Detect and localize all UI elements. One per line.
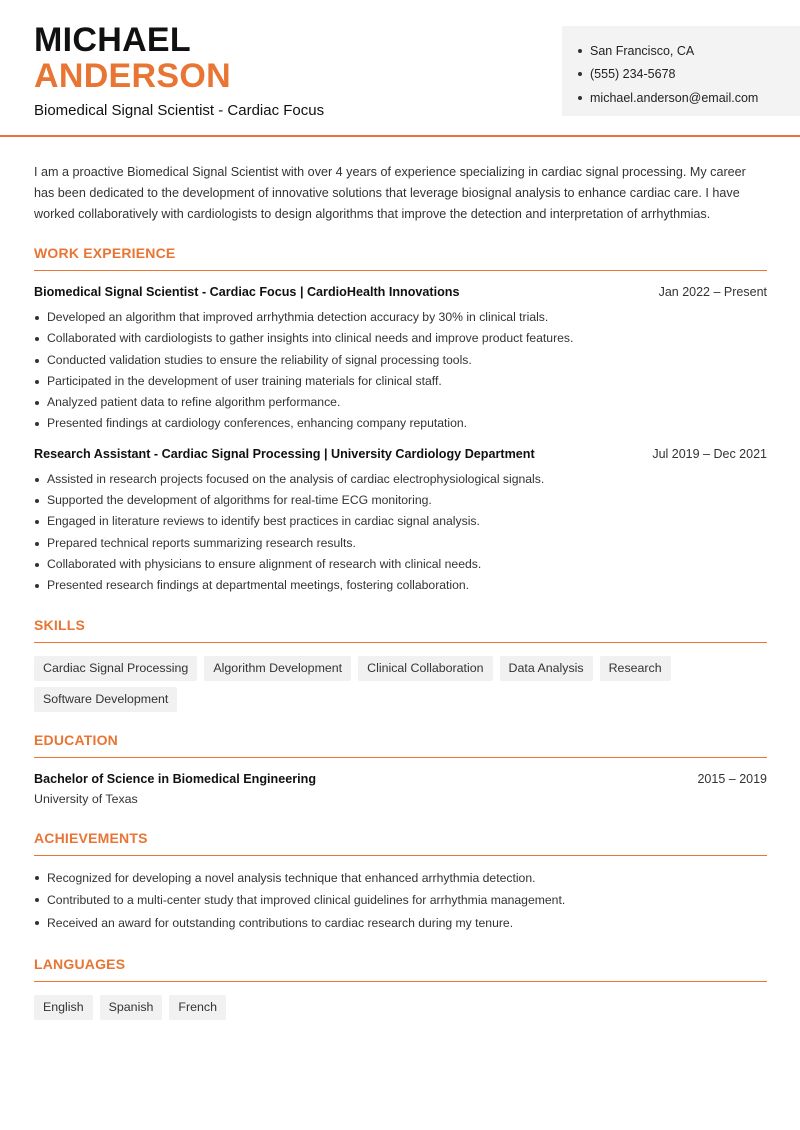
list-item: Analyzed patient data to refine algorithm performance. [34,392,767,413]
education-dates: 2015 – 2019 [697,771,767,786]
skill-tag: Algorithm Development [204,656,351,681]
job-bullets [34,469,767,597]
skill-tag: Clinical Collaboration [358,656,492,681]
job-header [34,447,767,461]
job-entry [34,447,767,597]
language-tag: English [34,995,93,1020]
bullet-icon [578,96,582,100]
job-header [34,285,767,299]
education-header [34,772,767,786]
resume-content [34,162,767,1026]
job-bullets [34,307,767,435]
job-role: Biomedical Signal Scientist - Cardiac Focus | CardioHealth Innovations [34,285,460,299]
section-title: ACHIEVEMENTS [34,830,767,856]
skills-tags [34,656,767,718]
language-tag: French [169,995,226,1020]
bullet-icon [578,49,582,53]
bullet-icon [578,72,582,76]
school: University of Texas [34,791,138,806]
skill-tag: Research [600,656,671,681]
contact-location [578,39,800,63]
list-item: Recognized for developing a novel analysis technique that enhanced arrhythmia detection. [34,867,767,890]
list-item: Received an award for outstanding contributions to cardiac research during my tenure. [34,912,767,935]
last-name: ANDERSON [34,57,231,95]
list-item: Assisted in research projects focused on the analysis of cardiac electrophysiological signals. [34,469,767,490]
list-item: Contributed to a multi-center study that improved clinical guidelines for arrhythmia management. [34,889,767,912]
name-block [34,22,324,119]
languages-section [34,956,767,1026]
list-item: Presented findings at cardiology conferences, enhancing company reputation. [34,413,767,434]
contact-phone-text: (555) 234-5678 [590,67,676,82]
contact-location-text: San Francisco, CA [590,43,695,58]
summary: I am a proactive Biomedical Signal Scientist with over 4 years of experience specializing in cardiac signal processing. My career has been dedicated to the development of innovative solutions that leverage biosignal analysis to enhance cardiac care. I have worked collaboratively with cardiologists to design algorithms that improve the detection and interpretation of arrhythmias. [34,165,746,221]
list-item: Presented research findings at departmental meetings, fostering collaboration. [34,575,767,596]
contact-email-text[interactable]: michael.anderson@email.com [590,90,759,105]
language-tags [34,995,767,1026]
contact-email[interactable] [578,86,800,110]
list-item: Developed an algorithm that improved arrhythmia detection accuracy by 30% in clinical trials. [34,307,767,328]
job-title: Biomedical Signal Scientist - Cardiac Focus [34,102,325,119]
achievement-bullets [34,867,767,935]
job-role: Research Assistant - Cardiac Signal Processing | University Cardiology Department [34,446,535,461]
list-item: Collaborated with cardiologists to gather insights into clinical needs and improve product features. [34,328,767,349]
list-item: Engaged in literature reviews to identify best practices in cardiac signal analysis. [34,511,767,532]
job-entry [34,285,767,435]
skill-tag: Cardiac Signal Processing [34,656,197,681]
job-dates: Jan 2022 – Present [658,285,767,299]
list-item: Supported the development of algorithms for real-time ECG monitoring. [34,490,767,511]
achievements-section [34,830,767,935]
job-dates: Jul 2019 – Dec 2021 [652,446,767,461]
skills-section [34,617,767,718]
work-experience-section [34,245,767,597]
contact-phone [578,63,800,87]
list-item: Collaborated with physicians to ensure alignment of research with clinical needs. [34,554,767,575]
list-item: Conducted validation studies to ensure the reliability of signal processing tools. [34,350,767,371]
first-name: MICHAEL [34,21,191,59]
resume-header [0,0,800,137]
education-section [34,732,767,806]
skill-tag: Data Analysis [500,656,593,681]
contact-box [562,26,800,116]
education-entry [34,772,767,806]
list-item: Participated in the development of user training materials for clinical staff. [34,371,767,392]
language-tag: Spanish [100,995,163,1020]
degree: Bachelor of Science in Biomedical Engineering [34,771,317,786]
section-title: WORK EXPERIENCE [34,245,767,271]
section-title: EDUCATION [34,732,767,758]
section-title: LANGUAGES [34,956,767,982]
section-title: SKILLS [34,617,767,643]
list-item: Prepared technical reports summarizing research results. [34,533,767,554]
skill-tag: Software Development [34,687,177,712]
